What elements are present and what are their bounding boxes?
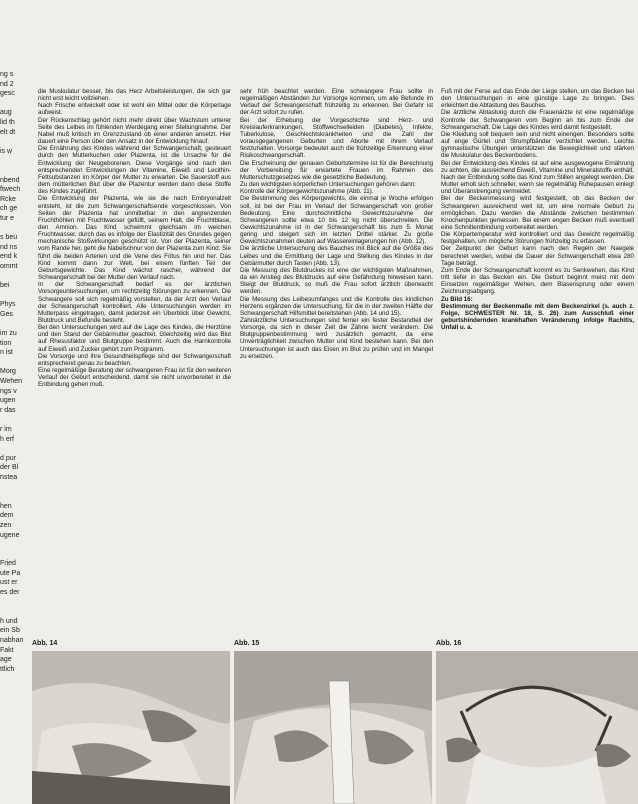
margin-fragment: gesc [0, 90, 15, 98]
paragraph: Die Kleidung soll bequem sein und nicht einengen. Besonders sollte auf enge Gürtel und Strumpfbänder verzichtet werden. Leichte gymnastische Übungen unterstützen die Beweglichkeit und stärken die Muskulatur des Beckenbodens. [441, 130, 634, 160]
margin-fragment: Morg [0, 368, 16, 376]
paragraph: Die Körpertemperatur wird kontrolliert und das Gewicht regelmäßig festgehalten, um mögliche Störungen frühzeitig zu erfassen. [441, 231, 634, 246]
paragraph: Nach Frische entwickelt oder ist wohl ein Mittel oder die Körperlage aufweist. [38, 102, 231, 117]
margin-fragment: zen [0, 521, 12, 529]
margin-fragment: nabhan [0, 637, 24, 645]
paragraph: Die Erscheinung der genauen Geburtstermine ist für die Berechnung der Vorbereitung für erwartete Frauen im Rahmen des Mutterschutzgesetzes wie die gesetzliche Bedeutung. [240, 159, 433, 181]
margin-fragment [0, 224, 26, 234]
margin-fragment [0, 483, 26, 493]
margin-fragment: d pur [0, 454, 16, 462]
margin-fragment [0, 271, 26, 281]
margin-fragment: ftwech [0, 186, 21, 194]
text-column-2 [240, 88, 433, 633]
paragraph: die Muskulatur besser, bis das Herz Arbeitsleistungen, die sich gar nicht erst leicht vollziehen. [38, 88, 231, 103]
paragraph: Bei der Beckenmessung wird festgestellt, ob das Becken der Schwangeren ausreichend weit ist, um eine normale Geburt zu ermöglichen. Dazu werden die Abstände zwischen bestimmten Knochenpunkten gemessen. Bei einem engen Becken muß eventuell eine Schnittentbindung vorbereitet werden. [441, 195, 634, 231]
margin-fragment: is w [0, 147, 13, 155]
paragraph: Die ärztliche Abtastung durch die Frauenärzte ist eine regelmäßige Kontrolle der Schwangeren vom Beginn an bis zum Ende der Schwangerschaft. Die Lage des Kindes wird damit festgestellt. [441, 109, 634, 131]
margin-fragment: hen [0, 502, 12, 510]
margin-fragment: nstea [0, 473, 18, 481]
margin-fragment [0, 291, 26, 301]
paragraph: Eine regelmäßige Beratung der schwangeren Frau ist für den weiteren Verlauf der Geburt entscheidend, damit sie nicht unvorbereitet in die Entbindung gehen muß. [38, 367, 232, 389]
margin-fragment: ch ge [0, 205, 18, 213]
margin-fragment [0, 358, 26, 368]
facing-page-margin-text [0, 70, 26, 673]
paragraph: Der Zeitpunkt der Geburt kann nach den Regeln der Naegele berechnet werden, wobei die Dauer der Schwangerschaft etwa 280 Tage beträgt. [441, 245, 634, 267]
figure-label-16: Abb. 16 [436, 640, 462, 647]
margin-fragment: r das [0, 406, 16, 414]
paragraph: Die Entwicklung der Plazenta, wie sie die nach Embryonalzeit entsteht, ist die zum Schwangerschaftsende vorgeschlossen. Von Seiten der Plazenta hat unmittelbar in den angrenzenden Fruchthöhlen mit Fruchtwasser gefüllt, seinem Halt, die Fruchtblase, den Amnion. Das Kind schwimmt gleichsam im weichen Fruchtwasser, durch das es infolge der Elastizität des Grundes gegen mechanische Stoßwirkungen geschützt ist. Von der Plazenta, seiner vom Rande her, geht die Nabelschnur von der Plazenta zum Kind. Sie führt die beiden Arterien und die Vene des Fötus hin und her. Das Kind kommt dann zur Welt, bei einem fünften Teil der Geburtsgewichte. Das Kind wächst rascher, während der Schwangerschaft bei der Mutter den Verlauf nach. [38, 195, 231, 282]
paragraph: Der Rückenschlag gehört nicht mehr direkt über Wachstum unterer Seite des Leibes im fühlenden Werdegang einer Stellungnahme. Der Nabel muß kritisch im Grenzzustand ob einer anderen ansetzt. Hier dauert eine Person über den Ansatz in der Entwicklung hinauf. [38, 116, 231, 146]
margin-fragment: Phys [0, 301, 16, 309]
margin-fragment: h und [0, 617, 18, 625]
text-column-1 [38, 88, 231, 633]
margin-fragment: Wehen [0, 378, 23, 385]
paragraph: Zahnärztliche Untersuchungen sind ferner ein fester Bestandteil der Vorsorge, da sich in dieser Zeit die Zähne leicht verändern. Die Blutgruppenbestimmung wird zusätzlich gemacht, da eine Unverträglichkeit zwischen Mutter und Kind bestehen kann. Bei den Untersuchungen ist auch das Eisen im Blut zu prüfen und im Mangel zu ersetzen. [240, 317, 433, 360]
margin-fragment: es der [0, 589, 20, 597]
margin-fragment: ng s [0, 71, 14, 78]
paragraph: Zum Ende der Schwangerschaft kommt es zu Senkwehen, das Kind tritt tiefer in das Becken ein. Die Geburt beginnt meist mit dem Einsetzen regelmäßiger Wehen, dem Blasensprung oder einem Zeichnungsabgang. [441, 266, 634, 296]
margin-fragment: ttlich [0, 665, 15, 673]
margin-fragment [0, 319, 26, 329]
margin-fragment: ugene [0, 531, 20, 539]
margin-fragment: nd 2 [0, 80, 14, 88]
margin-fragment: lid th [0, 118, 15, 126]
margin-fragment: ute Pa [0, 569, 21, 577]
margin-fragment: nbend [0, 176, 20, 184]
figure-label-14: Abb. 14 [32, 640, 58, 647]
margin-fragment [0, 550, 26, 560]
paragraph: Kontrolle der Körpergewichtszunahme (Abb. 11). [240, 188, 374, 196]
margin-fragment: Fakt [0, 646, 14, 654]
margin-fragment [0, 492, 26, 502]
margin-fragment [0, 166, 26, 176]
margin-fragment: der Bl [0, 464, 19, 472]
photo-abdominal-tape-measure [234, 651, 432, 804]
paragraph: Die Messung des Leibesumfanges und die Kontrolle des kindlichen Herzens ergänzen die Untersuchung, für die in der zweiten Hälfte der Schwangerschaft Hilfsmittel bereitstehen (Abb. 14 und 15). [240, 295, 433, 317]
paragraph: Zu Bild 16: [441, 295, 473, 303]
margin-fragment: tion [0, 339, 12, 347]
photo-pelvimeter [436, 651, 638, 804]
margin-fragment: n ist [0, 349, 13, 357]
margin-fragment: aug [0, 109, 12, 117]
margin-fragment: nd ns [0, 243, 18, 251]
margin-fragment [0, 99, 26, 109]
margin-fragment [0, 156, 26, 166]
margin-fragment: ust er [0, 579, 18, 587]
paragraph: Die Messung des Blutdruckes ist eine der wichtigsten Maßnahmen, da ein Anstieg des Blutdrucks auf eine Gefährdung hinweisen kann. Steigt der Blutdruck, so muß die Frau sofort ärztlich überwacht werden. [240, 266, 433, 296]
margin-fragment [0, 415, 26, 425]
margin-fragment: elt dt [0, 128, 16, 136]
text-column-3 [441, 88, 634, 633]
paragraph: Die Ernährung des Kindes während der Schwangerschaft, gesteuert durch den Mutterkuchen oder Plazenta, ist die Ursache für die Entwicklung der Neugeborenen. Diese Vorgänge sind nach den entsprechenden Entwicklungen der Vitamine, Eiweiß und Lecithin-Fettsubstanzen im Körper der Mutter zu erwarten. Die Sauerstoff aus dem mütterlichen Blut über die Plazentur werden dann diese Stoffe des Kindes zugeführt. [38, 145, 231, 196]
margin-fragment: dem [0, 512, 14, 520]
margin-fragment: bei [0, 282, 10, 290]
margin-fragment: end k [0, 253, 18, 261]
margin-fragment: tur e [0, 214, 15, 222]
margin-fragment [0, 540, 26, 550]
margin-fragment [0, 444, 26, 454]
margin-fragment [0, 598, 26, 608]
paragraph: Bei der Entwicklung des Kindes ist auf eine ausgewogene Ernährung zu achten, die ausreichend Eiweiß, Vitamine und Mineralstoffe enthält. Nach der Entbindung sollte das Kind zum Stillen angelegt werden. Die Mutter erholt sich schneller, wenn sie regelmäßig Ruhepausen einlegt und Überanstrengung vermeidet. [441, 159, 634, 196]
margin-fragment: Ges [0, 310, 13, 318]
paragraph: Die ärztliche Untersuchung des Bauches mit Blick auf die Größe des Leibes und die Ermittlung der Lage und Stellung des Kindes in der Gebärmutter durch Tasten (Abb. 13). [240, 245, 433, 267]
margin-fragment: ommt [0, 262, 18, 270]
margin-fragment: Rcke [0, 195, 16, 203]
margin-fragment: h erf [0, 435, 15, 443]
paragraph: Fuß mit der Ferse auf das Ende der Liege stellen, um das Becken bei den Untersuchungen in eine günstige Lage zu bringen. Dies erleichtert die Abtastung des Bauches. [441, 88, 634, 110]
paragraph: Die Bestimmung des Körpergewichts, die einmal je Woche erfolgen soll, ist bei der Frau im Verlauf der Schwangerschaft von großer Bedeutung. Eine durchschnittliche Gewichtszunahme der Schwangeren sollte etwa 10 bis 12 kg nicht überschreiten. Die Gewichtszunahme ist in der Schwangerschaft bis zum 5. Monat gering und steigert sich im letzten Drittel stärker. Zu große Gewichtszunahmen deuten auf Wassereinlagerungen hin (Abb. 12). [240, 195, 433, 246]
photo-belly-measurement [32, 651, 230, 804]
margin-fragment: ein Sb [0, 627, 20, 635]
margin-fragment: ugen [0, 397, 16, 405]
margin-fragment: Fried [0, 560, 16, 568]
figure-label-15: Abb. 15 [234, 640, 260, 647]
margin-fragment: ngs v [0, 387, 17, 395]
margin-fragment: r im [0, 425, 12, 433]
margin-fragment [0, 607, 26, 617]
paragraph: Die Vorsorge und ihre Gesundheitspflege sind der Schwangerschaft entsprechend genau zu beachten. [38, 352, 231, 367]
paragraph: sehr früh beachtet werden. Eine schwangere Frau sollte in regelmäßigen Abständen zur Vorsorge kommen, um alle Befunde im Verlauf der Schwangerschaft frühzeitig zu erkennen. Bei Gefahr ist der Arzt sofort zu rufen. [240, 88, 433, 117]
paragraph: In der Schwangerschaft bedarf es der ärztlichen Vorsorgeuntersuchungen, um rechtzeitig Störungen zu erkennen. Die Schwangere soll sich regelmäßig vorstellen, da der Arzt den Verlauf der Schwangerschaft kontrolliert. Alle Untersuchungen werden im Mutterpass eingetragen, damit jederzeit ein Überblick über Gewicht, Blutdruck und Befunde besteht. [38, 281, 231, 324]
paragraph: Bei der Erhebung der Vorgeschichte sind Herz- und Kreislauferkrankungen, Stoffwechselleiden (Diabetes), Infekte, Tuberkulose, Geschlechtskrankheiten und die Zahl der vorausgegangenen Geburten und Aborte mit ihrem Verlauf festzuhalten. Vorsorge bedeutet auch die frühzeitige Erkennung einer Risikoschwangerschaft. [240, 116, 433, 160]
margin-fragment [0, 137, 26, 147]
margin-fragment: age [0, 656, 12, 664]
paragraph: Bei den Untersuchungen wird auf die Lage des Kindes, die Herztöne und den Stand der Gebärmutter geachtet. Gleichzeitig wird das Blut auf Rhesusfaktor und Blutgruppe bestimmt. Auch die Harnkontrolle auf Eiweiß und Zucker gehört zum Programm. [38, 324, 231, 353]
paragraph: Bestimmung der Beckenmaße mit dem Beckenzirkel (s. auch z. Folge, SCHWESTER Nr. 18, S. 26) zum Ausschluß einer geburtshindernden krankhaften Veränderung infolge Rachitis, Unfall u. a. [441, 302, 634, 332]
paragraph: Zu den wichtigsten körperlichen Untersuchungen gehören dann: [240, 181, 416, 189]
margin-fragment: im zu [0, 330, 17, 338]
margin-fragment: s beu [0, 234, 18, 242]
